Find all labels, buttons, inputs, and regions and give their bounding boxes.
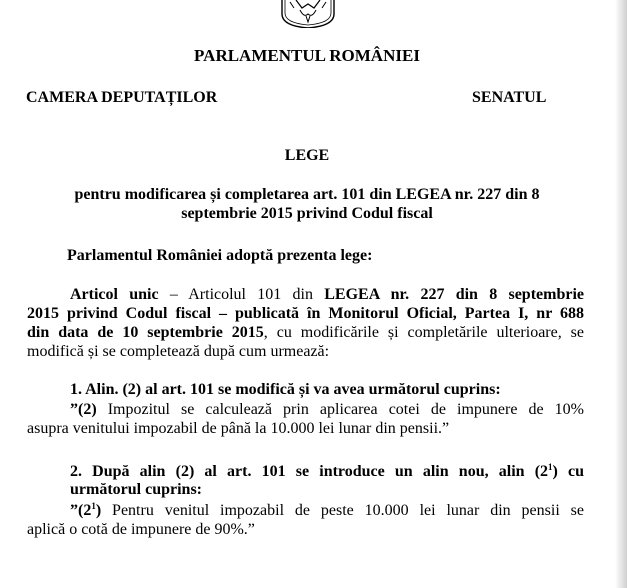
article-paragraph-line-3: din data de 10 septembrie 2015, cu modificările și completările ulterioare, se [27,324,585,341]
document-subtitle-line-2: septembrie 2015 privind Codul fiscal [181,205,433,222]
point-1-text-line-2: asupra venitului impozabil de până la 10.000 lei lunar din pensii.” [27,420,450,437]
point-2-heading-line-2: următorul cuprins: [70,481,202,498]
senate-label: SENATUL [472,89,547,106]
article-paragraph-line-4: modifică și se completează după cum urmează: [27,343,330,360]
article-paragraph-line-2: 2015 privind Codul fiscal – publicată în Monitorul Oficial, Partea I, nr 688 [27,305,584,322]
point-2-text-line-2: aplică o cotă de impunere de 90%.” [27,521,255,538]
document-type-heading: LEGE [284,147,330,164]
point-2-heading-line-1: 2. După alin (2) al art. 101 se introduce un alin nou, alin $(2^1)$ cu [70,462,584,480]
point-1-text-line-1: ”(2) Impozitul se calculează prin aplicarea cotei de impunere de 10% [70,401,584,418]
chamber-deputies-label: CAMERA DEPUTAȚILOR [26,89,218,106]
adoption-statement: Parlamentul României adoptă prezenta lege: [67,247,373,264]
page-edge-shadow [615,0,627,588]
document-subtitle-line-1: pentru modificarea și completarea art. 101 din LEGEA nr. 227 din 8 [74,186,540,203]
point-2-text-line-1: $”(2^1)$ Pentru venitul impozabil de peste 10.000 lei lunar din pensii se [70,501,584,519]
coat-of-arms-emblem [276,0,340,28]
article-paragraph-line-1: Articol unic – Articolul 101 din LEGEA nr. 227 din 8 septembrie [70,286,585,303]
point-1-heading: 1. Alin. (2) al art. 101 se modifică și va avea următorul cuprins: [70,381,501,398]
parliament-title: PARLAMENTUL ROMÂNIEI [194,46,420,65]
